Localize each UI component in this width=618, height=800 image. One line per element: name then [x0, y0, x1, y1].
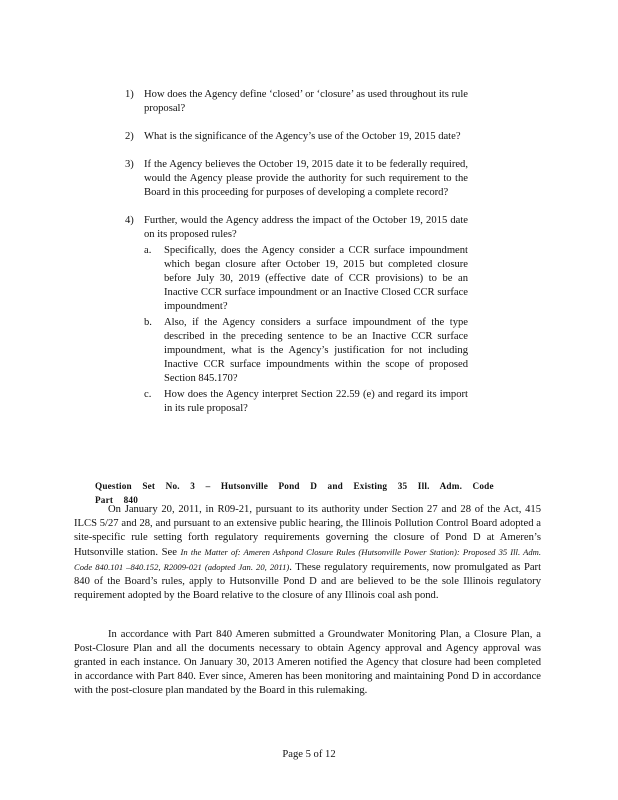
sub-question-letter: b.: [144, 317, 152, 328]
page-number: Page 5 of 12: [282, 749, 336, 760]
sub-question-item: [144, 316, 468, 386]
sub-question-letter: c.: [144, 389, 152, 400]
question-number: 2): [125, 131, 134, 142]
sub-question-item: [144, 388, 468, 416]
question-number: 4): [125, 215, 134, 226]
body-paragraph: [74, 503, 541, 603]
question-number: 3): [125, 159, 134, 170]
paragraph-text: On January 20, 2011, in R09-21, pursuant to its authority under Section 27 and 28 of the Act, 415 ILCS 5/27 and 28, and pursuant to an extensive public hearing, the Illinois Pollution Control Board adopted a site-specific rule setting forth regulatory requirements governing the closure of Pond D at Ameren’s Hutsonville station. See: [74, 504, 541, 558]
question-list: [125, 88, 468, 430]
sub-question-text: Also, if the Agency considers a surface impoundment of the type described in the preceding sentence to be an Inactive CCR surface impoundment, what is the Agency’s justification for not including Inactive CCR surface impoundments within the scope of proposed Section 845.170?: [164, 317, 468, 384]
body-paragraph: In accordance with Part 840 Ameren submitted a Groundwater Monitoring Plan, a Closure Plan, a Post-Closure Plan and all the documents necessary to obtain Agency approval and Agency approval was granted in each instance. On January 30, 2013 Ameren notified the Agency that closure had been completed in accordance with Part 840. Ever since, Ameren has been monitoring and maintaining Pond D in accordance with the post-closure plan mandated by the Board in this rulemaking.: [74, 629, 541, 696]
question-item: [125, 88, 468, 116]
sub-question-item: [144, 244, 468, 314]
question-text: What is the significance of the Agency’s use of the October 19, 2015 date?: [144, 131, 461, 142]
question-text: How does the Agency define ‘closed’ or ‘closure’ as used throughout its rule proposal?: [144, 89, 468, 114]
question-item: [125, 130, 468, 144]
section-heading: Question Set No. 3 – Hutsonville Pond D and Existing 35 Ill. Adm. Code Part 840: [95, 481, 494, 505]
question-number: 1): [125, 89, 134, 100]
case-citation: In the Matter of: Ameren Ashpond Closure Rules (Hutsonville Power Station): Proposed 35 Ill. Adm. Code 840.101 –840.152, R2009-021 (adopted Jan. 20, 2011): [74, 547, 541, 572]
paragraph-text: . These regulatory requirements, now promulgated as Part 840 of the Board’s rules, apply to Hutsonville Pond D and are believed to be the sole Illinois regulatory requirement adopted by the Board relative to the closure of any Illinois coal ash pond.: [74, 562, 542, 601]
sub-question-text: How does the Agency interpret Section 22.59 (e) and regard its import in its rule proposal?: [164, 389, 468, 414]
question-item: [125, 214, 468, 416]
sub-question-text: Specifically, does the Agency consider a CCR surface impoundment which began closure after October 19, 2015 but completed closure before July 30, 2019 (effective date of CCR provisions) to be an Inactive CCR surface impoundment or an Inactive Closed CCR surface impoundment?: [164, 245, 468, 312]
sub-question-letter: a.: [144, 245, 152, 256]
question-text: If the Agency believes the October 19, 2015 date it to be federally required, would the Agency please provide the authority for such requirement to the Board in this proceeding for purposes of developing a complete record?: [144, 159, 468, 198]
sub-question-list: [144, 244, 468, 416]
question-item: [125, 158, 468, 200]
question-text: Further, would the Agency address the impact of the October 19, 2015 date on its proposed rules?: [144, 215, 468, 240]
